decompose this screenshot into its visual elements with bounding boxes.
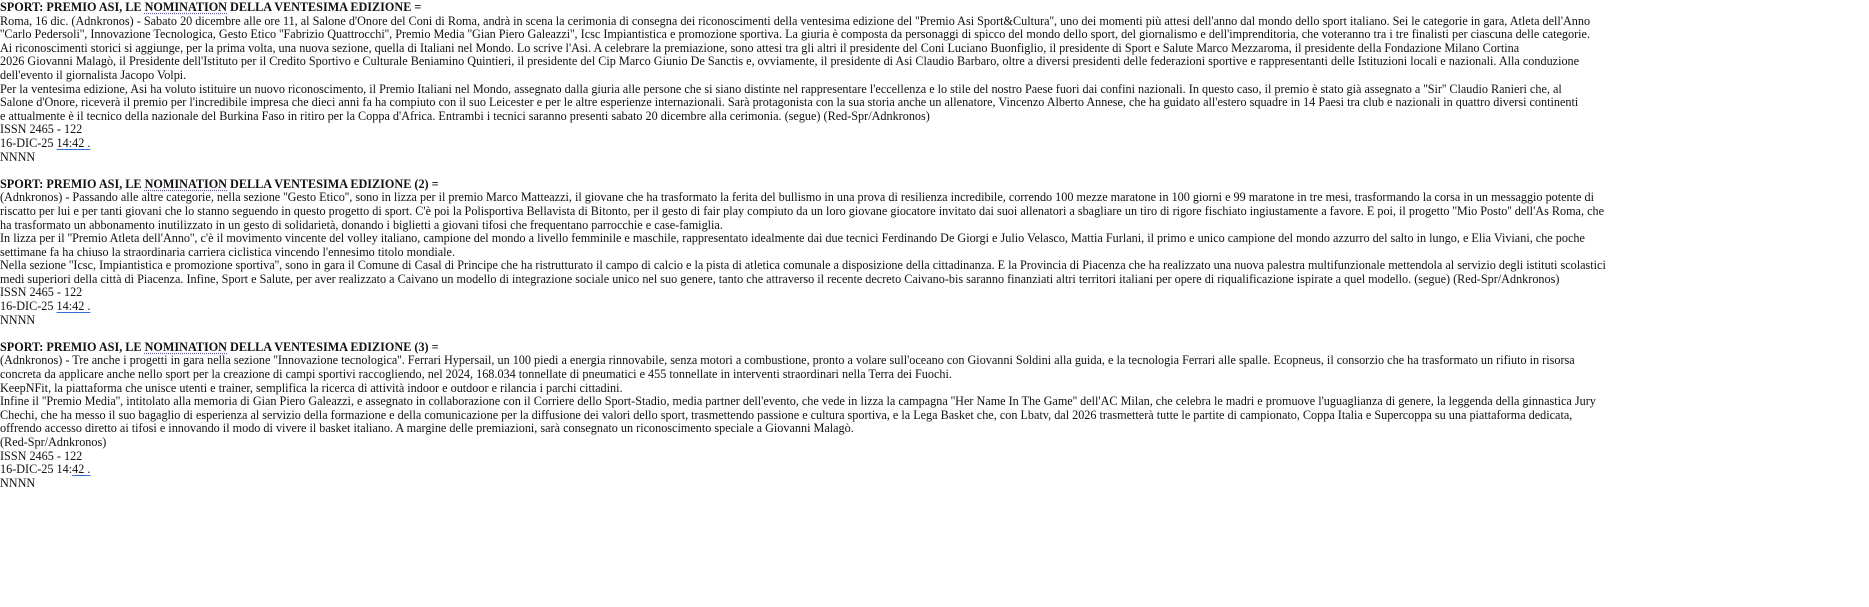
end-marker: NNNN <box>0 149 36 164</box>
news-item-2 <box>0 178 1869 328</box>
dateline <box>0 300 1869 314</box>
title-flagged-word: NOMINATION <box>144 176 227 191</box>
blank-line <box>0 327 1869 341</box>
blank-line <box>0 164 1869 178</box>
news-title <box>0 1 1869 15</box>
body-line: ''Carlo Pedersoli'', Innovazione Tecnologica, Gesto Etico ''Fabrizio Quattrocchi'', Premio Media ''Gian Piero Galeazzi'', Icsc Impiantistica e promozione sportiva. La giuria è composta da personaggi di spicco del mondo dello sport, del giornalismo e dell'imprenditoria, che voteranno tra i tre finalisti per ciascuna delle categorie. <box>0 27 1591 42</box>
body-line: (Adnkronos) - Passando alle altre categorie, nella sezione ''Gesto Etico'', sono in lizza per il premio Marco Matteazzi, il giovane che ha trasformato la ferita del bullismo in una prova di resilienza incredibile, correndo 100 mezze maratone in 100 giorni e 99 maratone in tre mesi, trasformando la corsa in un messaggio potente di <box>0 190 1594 205</box>
body-line: Chechi, che ha messo il suo bagaglio di esperienza al servizio della formazione e della comunicazione per la diffusione dei valori dello sport, trasmettendo passione e cultura sportiva, e la Lega Basket che, con Lbatv, dal 2026 trasmetterà tutte le partite di campionato, Coppa Italia e Supercoppa su una piattaforma dedicata, <box>0 407 1573 422</box>
body-line: settimane fa ha chiuso la straordinaria carriera ciclistica vincendo l'ennesimo titolo mondiale. <box>0 244 455 259</box>
dateline <box>0 137 1869 151</box>
news-title <box>0 178 1869 192</box>
date: 16-DIC-25 <box>0 462 57 477</box>
title-text: SPORT: PREMIO ASI, LE <box>0 176 145 191</box>
end-marker: NNNN <box>0 475 36 490</box>
body-line: KeepNFit, la piattaforma che unisce utenti e trainer, semplifica la ricerca di attività indoor e outdoor e rilancia i parchi cittadini. <box>0 380 623 395</box>
body-line: dell'evento il giornalista Jacopo Volpi. <box>0 67 187 82</box>
dateline <box>0 463 1869 477</box>
news-item-3 <box>0 341 1869 491</box>
news-title <box>0 341 1869 355</box>
title-flagged-word: NOMINATION <box>144 339 227 354</box>
body-line: Salone d'Onore, riceverà il premio per l'incredibile impresa che dieci anni fa ha compiuto con il suo Leicester e per le altre esperienze internazionali. Sarà protagonista con la sua storia anche un allenatore, Vincenzo Alberto Annese, che ha guidato all'estero squadre in 14 Paesi tra club e nazionali in quattro diversi continenti <box>0 95 1579 110</box>
end-marker: NNNN <box>0 312 36 327</box>
body-line: e attualmente è il tecnico della nazionale del Burkina Faso in ritiro per la Coppa d'Africa. Entrambi i tecnici saranno presenti sabato 20 dicembre alla cerimonia. (segue) (Red-Spr/Adnkronos) <box>0 108 930 123</box>
body-line: Roma, 16 dic. (Adnkronos) - Sabato 20 dicembre alle ore 11, al Salone d'Onore del Coni di Roma, andrà in scena la cerimonia di consegna dei riconoscimenti della ventesima edizione del ''Premio Asi Sport&Cultura'', uno dei momenti più attesi dell'anno dal mondo dello sport italiano. Sei le categorie in gara, Atleta dell'Anno <box>0 13 1591 28</box>
body-line: (Adnkronos) - Tre anche i progetti in gara nella sezione ''Innovazione tecnologica''. Ferrari Hypersail, un 100 piedi a energia rinnovabile, senza motori a combustione, pronto a volare sull'oceano con Giovanni Soldini alla guida, e la tecnologia Ferrari alle spalle. Ecopneus, il consorzio che ha trasformato un rifiuto in risorsa <box>0 353 1575 368</box>
time-link[interactable]: 42 . <box>72 462 91 477</box>
body-line: Infine il ''Premio Media'', intitolato alla memoria di Gian Piero Galeazzi, e assegnato in collaborazione con il Corriere dello Sport-Stadio, media partner dell'evento, che vede in lizza la campagna ''Her Name In The Game'' dell'AC Milan, che celebra le madri e promuove l'uguaglianza di genere, la leggenda della ginnastica Jury <box>0 394 1596 409</box>
body-line: Ai riconoscimenti storici si aggiunge, per la prima volta, una nuova sezione, quella di Italiani nel Mondo. Lo scrive l'Asi. A celebrare la premiazione, sono attesi tra gli altri il presidente del Coni Luciano Buonfiglio, il presidente di Sport e Salute Marco Mezzaroma, il presidente della Fondazione Milano Cortina <box>0 40 1520 55</box>
body-line: medi superiori della città di Piacenza. Infine, Sport e Salute, per aver realizzato a Caivano un modello di integrazione sociale unico nel suo genere, tanto che attraverso il recente decreto Caivano-bis saranno finanziati altri territori italiani per opere di riqualificazione ispirate a quel modello. (segue) (Red-Spr/Adnkronos) <box>0 271 1560 286</box>
news-item-1 <box>0 1 1869 164</box>
title-text: DELLA VENTESIMA EDIZIONE (2) = <box>227 176 439 191</box>
body-line: offrendo accesso diretto ai tifosi e innovando il modo di vivere il basket italiano. A margine delle premiazioni, sarà consegnato un riconoscimento speciale a Giovanni Malagò. <box>0 421 854 436</box>
title-flagged-word: NOMINATION <box>144 0 227 14</box>
body-line: Per la ventesima edizione, Asi ha voluto istituire un nuovo riconoscimento, il Premio Italiani nel Mondo, assegnato dalla giuria alle persone che si siano distinte nel rappresentare l'eccellenza e lo stile del nostro Paese fuori dai confini nazionali. In questo caso, il premio è stato già assegnato a ''Sir'' Claudio Ranieri che, al <box>0 81 1562 96</box>
date: 16-DIC-25 <box>0 135 57 150</box>
body-line: riscatto per lui e per tanti giovani che lo stanno seguendo in questo progetto di sport. C'è poi la Polisportiva Bellavista di Bitonto, per il gesto di fair play compiuto da un loro giovane giocatore invitato dai suoi allenatori a sbagliare un tiro di rigore fischiato ingiustamente a favore. E poi, il progetto ''Mio Posto'' dell'As Roma, che <box>0 203 1604 218</box>
body-line: Nella sezione ''Icsc, Impiantistica e promozione sportiva'', sono in gara il Comune di Casal di Principe che ha ristrutturato il campo di calcio e la pista di atletica comunale a disposizione della cittadinanza. E la Provincia di Piacenza che ha realizzato una nuova palestra multifunzionale mettendola al servizio degli istituti scolastici <box>0 258 1606 273</box>
body-line: 2026 Giovanni Malagò, il Presidente dell'Istituto per il Credito Sportivo e Culturale Beniamino Quintieri, il presidente del Cip Marco Giunio De Sanctis e, ovviamente, il presidente di Asi Claudio Barbaro, oltre a diversi presidenti delle federazioni sportive e rappresentanti delle Istituzioni locali e nazionali. Alla conduzione <box>0 54 1580 69</box>
time-link[interactable]: 14:42 . <box>56 299 91 314</box>
title-text: SPORT: PREMIO ASI, LE <box>0 0 145 14</box>
time: 14: <box>56 462 73 477</box>
body-line: ha trasformato un abbonamento inutilizzato in un gesto di solidarietà, donando i biglietti a giovani tifosi che frequentano parrocchie e case-famiglia. <box>0 217 723 232</box>
issn-line: ISSN 2465 - 122 <box>0 285 83 300</box>
time-link[interactable]: 14:42 . <box>56 135 91 150</box>
title-text: DELLA VENTESIMA EDIZIONE (3) = <box>227 339 439 354</box>
title-text: SPORT: PREMIO ASI, LE <box>0 339 145 354</box>
body-line: In lizza per il ''Premio Atleta dell'Anno'', c'è il movimento vincente del volley italiano, campione del mondo a livello femminile e maschile, rappresentato idealmente dai due tecnici Ferdinando De Giorgi e Julio Velasco, Mattia Furlani, il primo e unico campione del mondo azzurro del salto in lungo, e Elia Viviani, che poche <box>0 231 1585 246</box>
issn-line: ISSN 2465 - 122 <box>0 122 83 137</box>
issn-line: ISSN 2465 - 122 <box>0 448 83 463</box>
body-line: (Red-Spr/Adnkronos) <box>0 435 107 449</box>
date: 16-DIC-25 <box>0 299 57 314</box>
body-line: concreta da applicare anche nello sport per la creazione di campi sportivi raccogliendo, nel 2024, 168.034 tonnellate di pneumatici e 455 tonnellate in interventi straordinari nella Terra dei Fuochi. <box>0 367 952 382</box>
title-text: DELLA VENTESIMA EDIZIONE = <box>227 0 422 14</box>
